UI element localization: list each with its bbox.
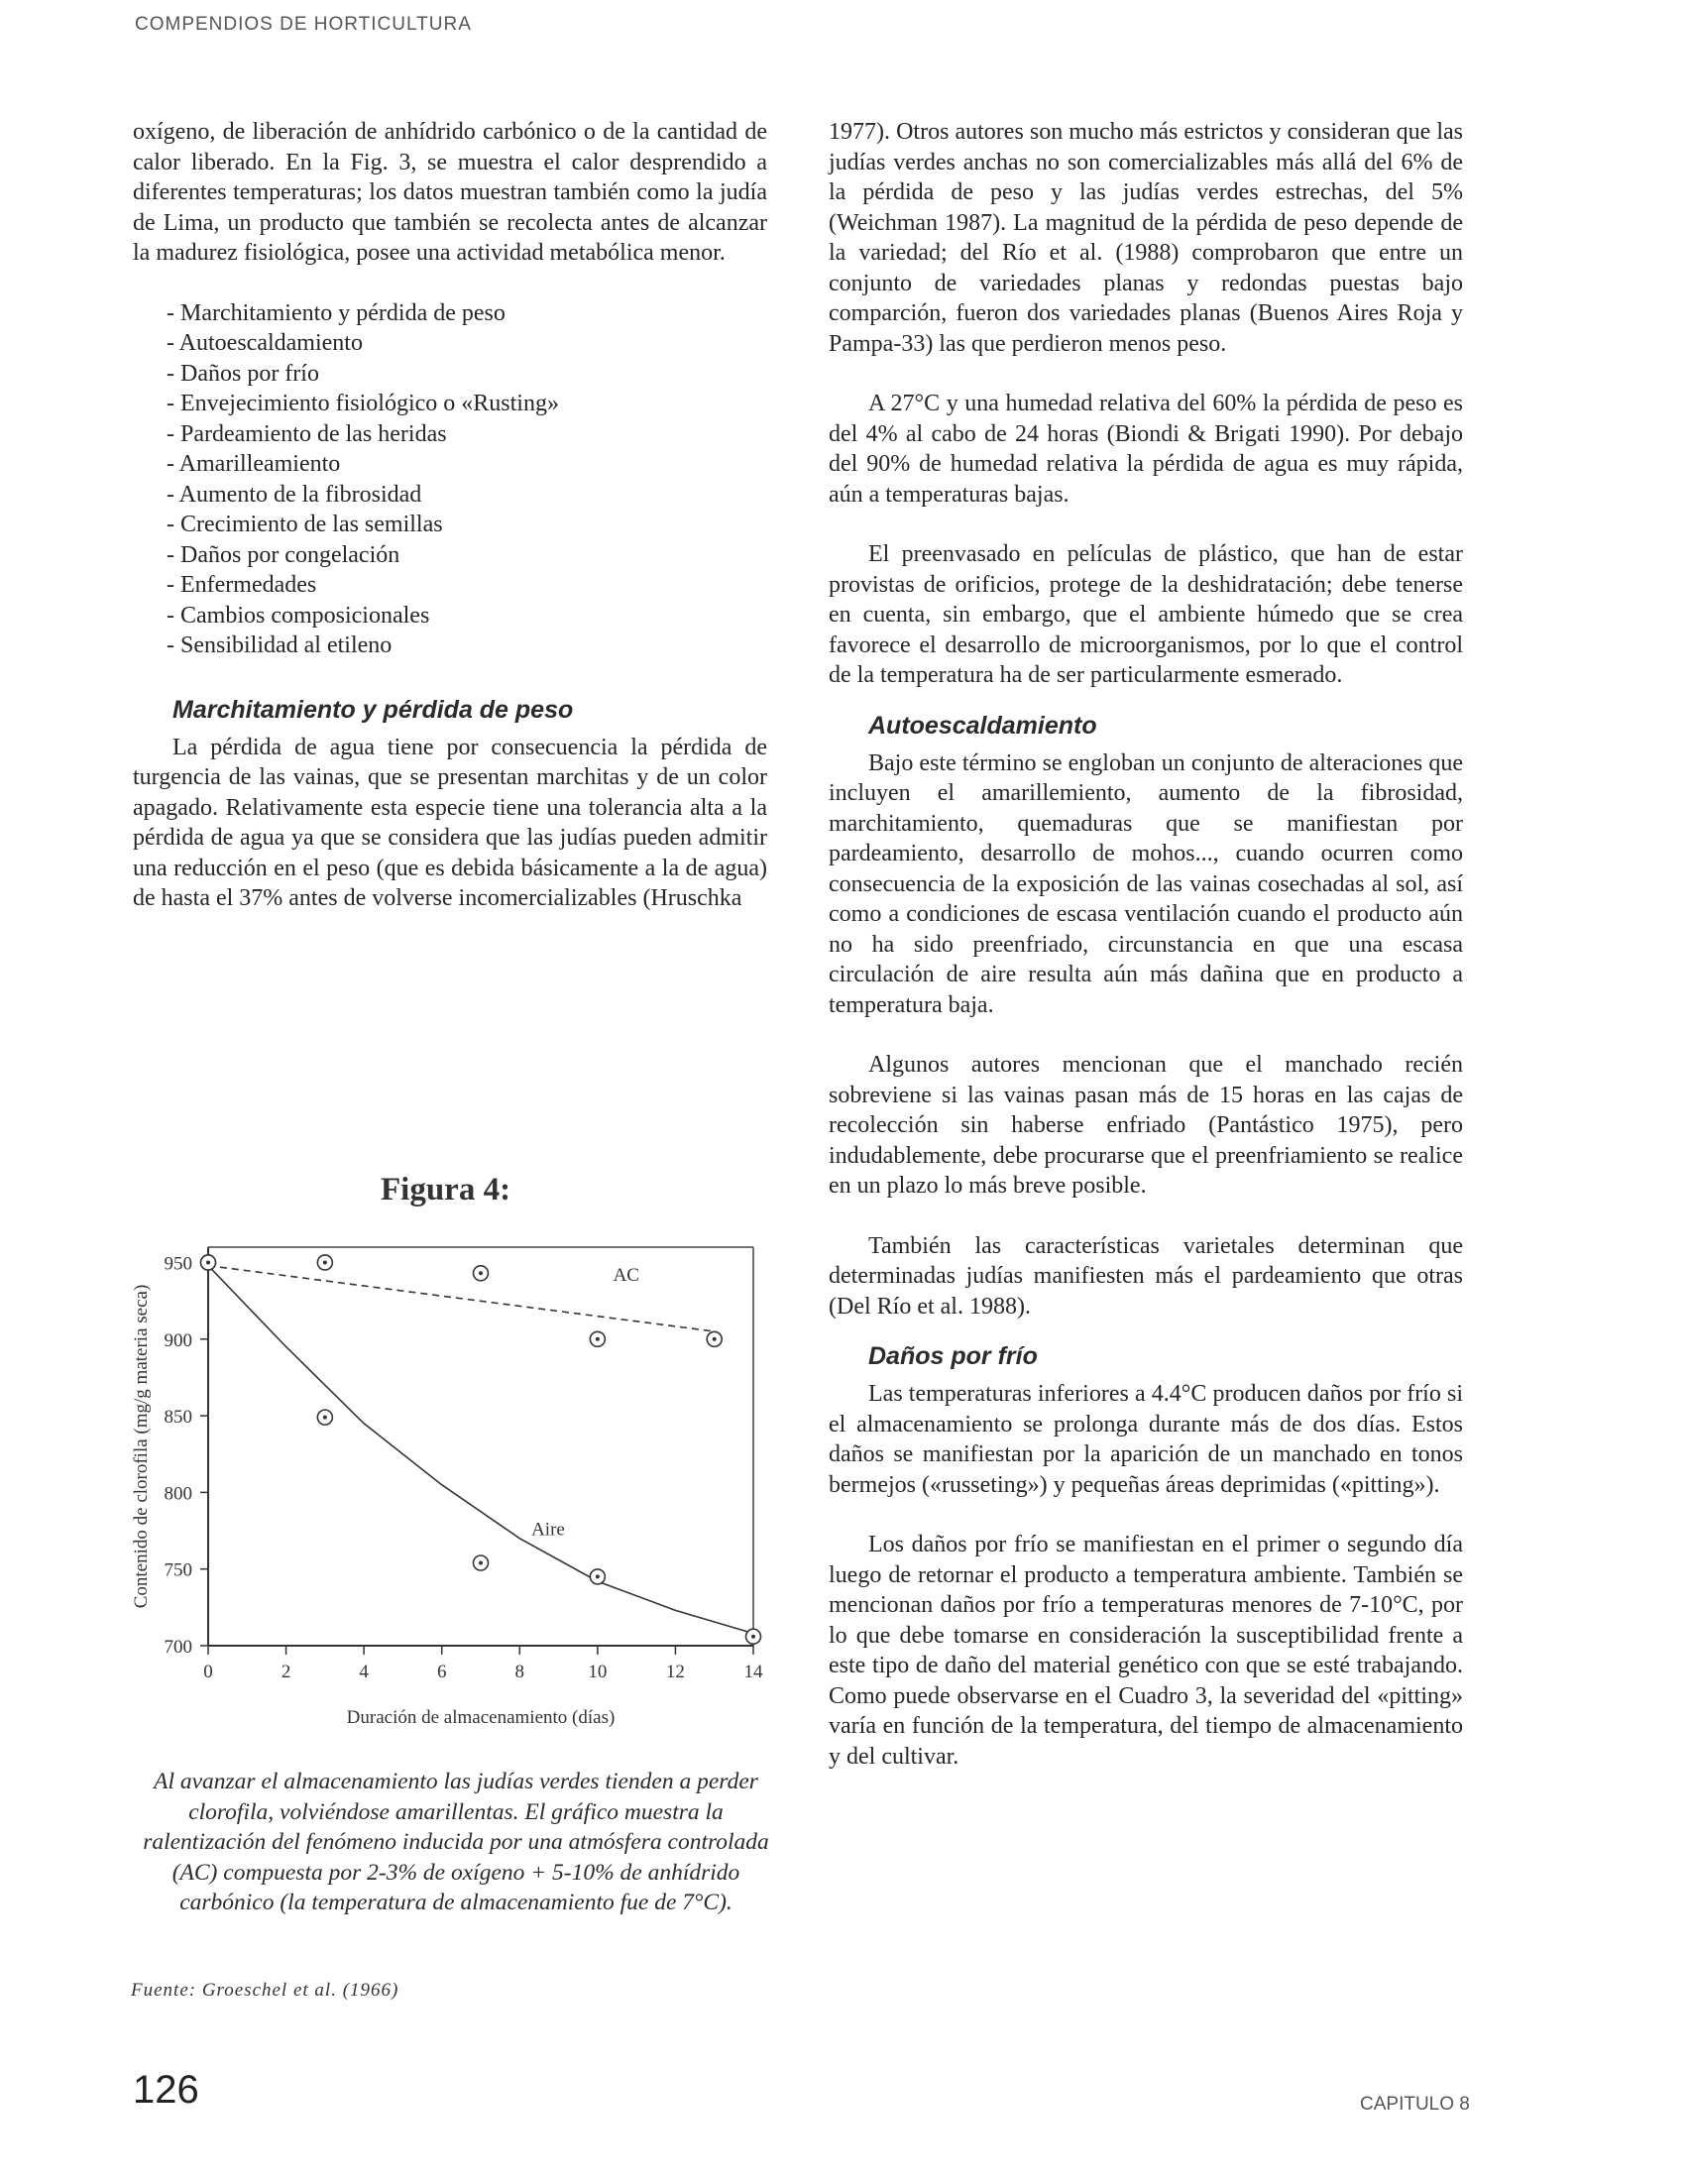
list-item: - Amarilleamiento (167, 451, 341, 477)
y-tick-label: 700 (164, 1637, 192, 1658)
x-tick-label: 8 (514, 1662, 525, 1682)
body-paragraph: Las temperaturas inferiores a 4.4°C producen daños por frío si el almacenamiento se prolonga durante más de dos días. Estos daños se manifiestan por la aparición de un manchado en tonos bermejos («russeting») y pequeñas áreas deprimidas («pitting»). (829, 1381, 1463, 1498)
running-header: COMPENDIOS DE HORTICULTURA (135, 14, 472, 35)
right-column (829, 117, 1463, 1772)
list-item: - Sensibilidad al etileno (167, 632, 393, 658)
list-item: - Daños por congelación (167, 541, 400, 568)
x-axis-label: Duración de almacenamiento (días) (346, 1707, 616, 1728)
symptom-list (133, 298, 767, 661)
list-item: - Enfermedades (167, 572, 317, 598)
section-heading-autoescaldamiento: Autoescaldamiento (868, 711, 1097, 740)
page-number: 126 (133, 2068, 199, 2112)
x-tick-label: 12 (665, 1662, 685, 1682)
list-item: - Pardeamiento de las heridas (167, 420, 447, 447)
y-tick-label: 900 (164, 1329, 192, 1351)
body-paragraph: A 27°C y una humedad relativa del 60% la pérdida de peso es del 4% al cabo de 24 horas (Biondi & Brigati 1990). Por debajo del 90% de humedad relativa la pérdida de agua es muy rápida, aún a temperaturas bajas. (829, 391, 1463, 508)
data-point-center (479, 1271, 483, 1275)
data-point-center (751, 1635, 755, 1639)
body-paragraph: 1977). Otros autores son mucho más estrictos y consideran que las judías verdes anchas no son comercializables más allá del 6% de la pérdida de peso y las judías verdes estrechas, del 5% (Weichman 1987). La magnitud de la pérdida de peso depende de la variedad; del Río et al. (1988) comprobaron que entre un conjunto de variedades planas y redondas puestas bajo comparción, fueron dos variedades planas (Buenos Aires Roja y Pampa-33) las que perdieron menos peso. (829, 119, 1463, 357)
y-axis-label: Contenido de clorofila (mg/g materia seca) (131, 1284, 152, 1609)
body-paragraph: Bajo este término se engloban un conjunto de alteraciones que incluyen el amarillemiento, aumento de la fibrosidad, marchitamiento, quemaduras que se manifiestan por pardeamiento, desarrollo de mohos..., cuando ocurren como consecuencia de la exposición de las vainas cosechadas al sol, así como a condiciones de escasa ventilación cuando el producto aún no ha sido preenfriado, circunstancia en que una escasa circulación de aire resulta aún más dañina que en producto a temperatura baja. (829, 749, 1463, 1018)
x-tick-label: 2 (281, 1662, 291, 1682)
chapter-label: CAPITULO 8 (1360, 2094, 1470, 2115)
y-tick-label: 850 (164, 1407, 192, 1429)
y-tick-label: 800 (164, 1483, 192, 1505)
list-item: - Aumento de la fibrosidad (167, 481, 422, 508)
chlorophyll-chart (117, 1229, 791, 1745)
series-annotation: Aire (531, 1519, 565, 1541)
list-item: - Envejecimiento fisiológico o «Rusting» (167, 391, 559, 416)
left-column (133, 117, 767, 914)
intro-paragraph: oxígeno, de liberación de anhídrido carbónico o de la cantidad de calor liberado. En la Fig. 3, se muestra el calor desprendido a diferentes temperaturas; los datos muestran también como la judía de Lima, un producto que también se recolecta antes de alcanzar la madurez fisiológica, posee una actividad metabólica menor. (133, 119, 767, 266)
series-line-aire (208, 1266, 753, 1634)
data-point-center (323, 1260, 327, 1264)
x-tick-label: 4 (359, 1662, 369, 1682)
list-item: - Autoescaldamiento (167, 330, 363, 356)
body-paragraph: El preenvasado en películas de plástico, que han de estar provistas de orificios, protege de la deshidratación; debe tenerse en cuenta, sin embargo, que el ambiente húmedo que se crea favorece el desarrollo de microorganismos, por lo que el control de la temperatura ha de ser particularmente esmerado. (829, 541, 1463, 688)
data-point-center (596, 1574, 600, 1578)
figure-caption: Al avanzar el almacenamiento las judías verdes tienden a perder clorofila, volviéndose amarillentas. El gráfico muestra la ralentización del fenómeno inducida por una atmósfera controlada (AC) compuesta por 2-3% de oxígeno + 5-10% de anhídrido carbónico (la temperatura de almacenamiento fue de 7°C). (143, 1769, 769, 1915)
section-heading-marchitamiento: Marchitamiento y pérdida de peso (172, 695, 574, 724)
series-annotation: AC (613, 1265, 639, 1287)
list-item: - Cambios composicionales (167, 602, 430, 629)
y-tick-label: 950 (164, 1253, 192, 1275)
section-heading-danos-por-frio: Daños por frío (868, 1342, 1038, 1370)
list-item: - Daños por frío (167, 360, 319, 387)
figure-source: Fuente: Groeschel et al. (1966) (131, 1980, 399, 2001)
list-item: - Crecimiento de las semillas (167, 512, 443, 537)
marchitamiento-paragraph: La pérdida de agua tiene por consecuencia la pérdida de turgencia de las vainas, que se presentan marchitas y de un color apagado. Relativamente esta especie tiene una tolerancia alta a la pérdida de agua ya que se considera que las judías pueden admitir una reducción en el peso (que es debida básicamente a la de agua) de hasta el 37% antes de volverse incomercializables (Hruschka (133, 734, 767, 911)
body-paragraph: También las características varietales determinan que determinadas judías manifiesten más el pardeamiento que otras (Del Río et al. 1988). (829, 1232, 1463, 1320)
data-point-center (206, 1260, 210, 1264)
x-tick-label: 6 (436, 1662, 447, 1682)
y-tick-label: 750 (164, 1559, 192, 1581)
body-paragraph: Los daños por frío se manifiestan en el primer o segundo día luego de retornar el producto a temperatura ambiente. También se mencionan daños por frío a temperaturas menores de 7-10°C, por lo que debe tomarse en consideración la susceptibilidad frente a este tipo de daño del material genético con que se esté trabajando. Como puede observarse en el Cuadro 3, la severidad del «pitting» varía en función de la temperatura, del tiempo de almacenamiento y del cultivar. (829, 1532, 1463, 1770)
data-point-center (479, 1561, 483, 1565)
x-tick-label: 10 (588, 1662, 608, 1682)
x-tick-label: 14 (743, 1662, 763, 1682)
data-point-center (323, 1416, 327, 1420)
data-point-center (713, 1337, 717, 1341)
body-paragraph: Algunos autores mencionan que el manchado recién sobreviene si las vainas pasan más de 15 horas en las cajas de recolección sin haberse enfriado (Pantástico 1975), pero indudablemente, debe procurarse que el preenfriamiento se realice en un plazo lo más breve posible. (829, 1052, 1463, 1199)
figure-title: Figura 4: (381, 1172, 511, 1207)
list-item: - Marchitamiento y pérdida de peso (167, 299, 506, 326)
data-point-center (596, 1337, 600, 1341)
x-tick-label: 0 (203, 1662, 213, 1682)
